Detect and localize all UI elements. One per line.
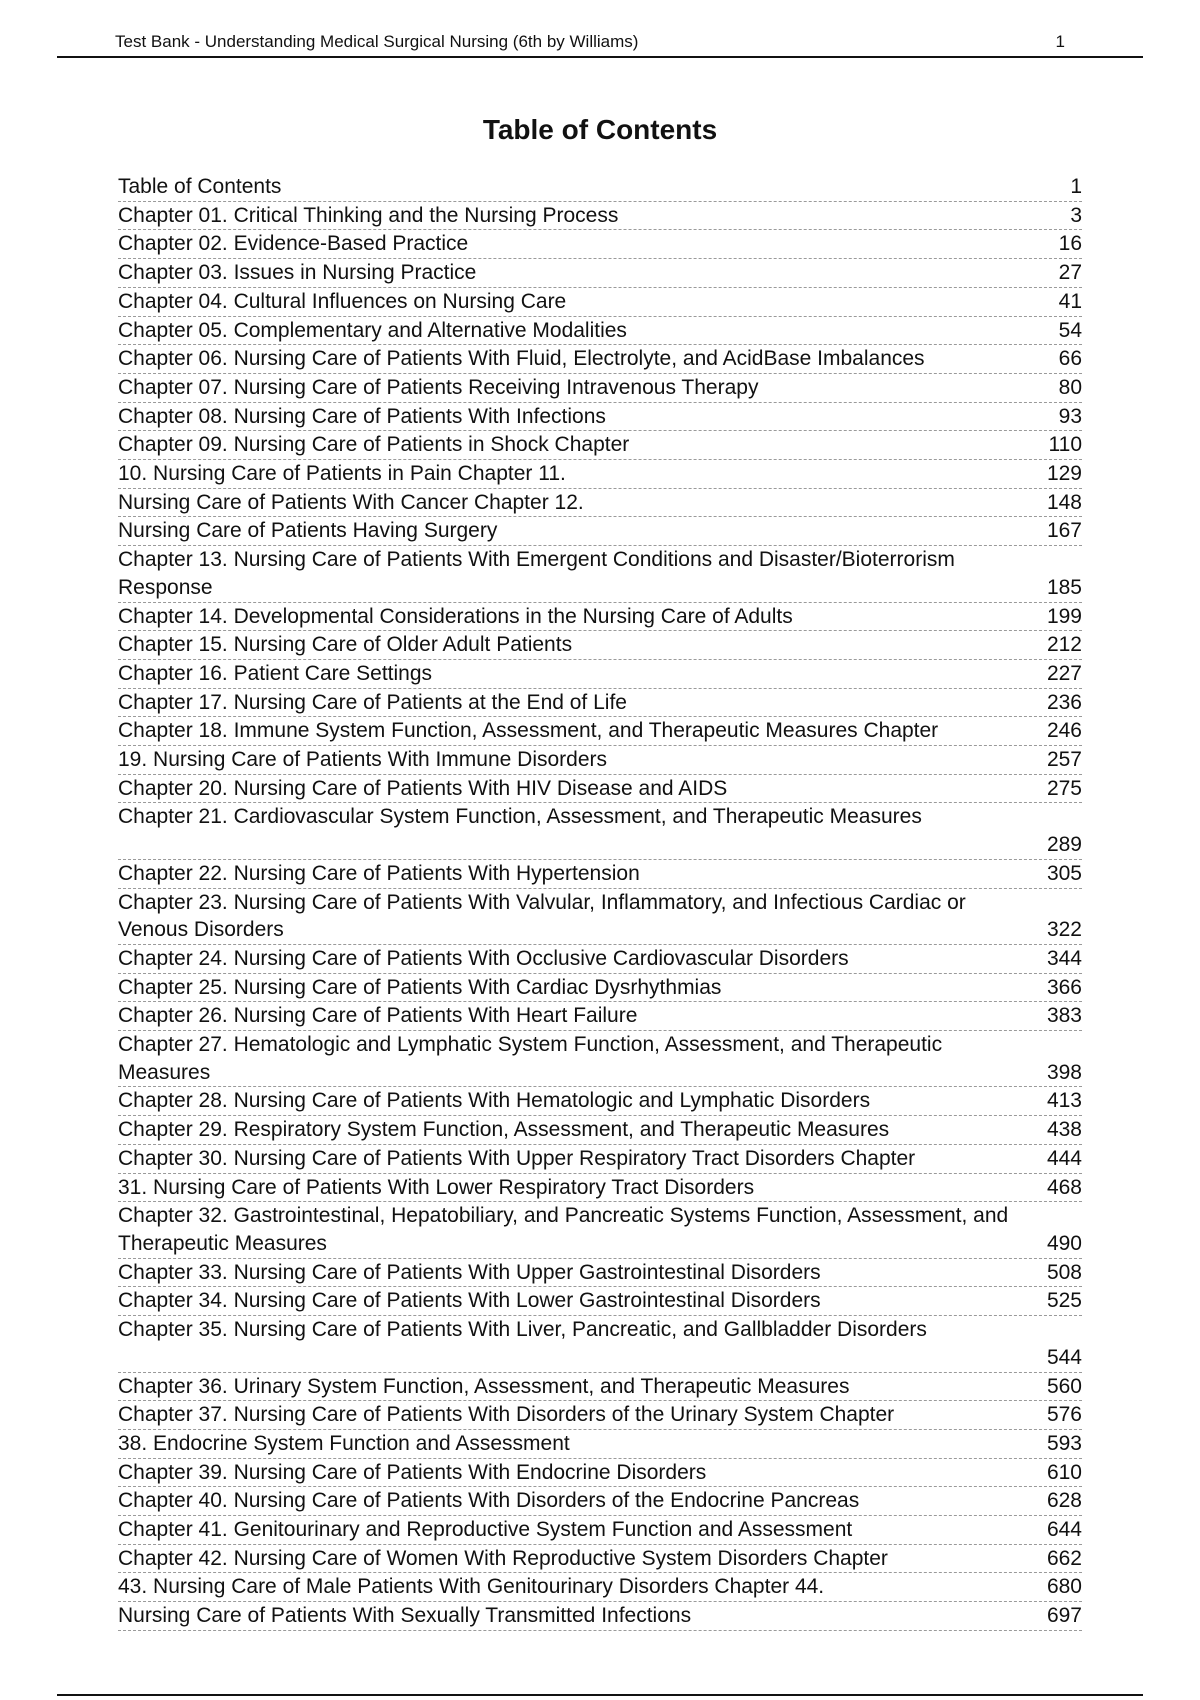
toc-entry-page: 199 [1046, 604, 1082, 628]
toc-entry-title: Chapter 34. Nursing Care of Patients With Lower Gastrointestinal Disorders [118, 1289, 821, 1313]
toc-entry-title: Chapter 40. Nursing Care of Patients With Disorders of the Endocrine Pancreas [118, 1489, 860, 1513]
toc-entry-page: 246 [1046, 719, 1082, 743]
toc-entry-title: Chapter 33. Nursing Care of Patients With Upper Gastrointestinal Disorders [118, 1260, 821, 1284]
toc-entry[interactable] [118, 1031, 1082, 1087]
toc-entry-page: 80 [1058, 375, 1082, 399]
toc-entry[interactable] [118, 603, 1082, 632]
toc-entry[interactable] [118, 517, 1082, 546]
toc-entry-page: 413 [1046, 1089, 1082, 1113]
toc-entry-page: 41 [1058, 289, 1082, 313]
toc-entry-title: Chapter 17. Nursing Care of Patients at the End of Life [118, 690, 627, 714]
toc-entry-title: Chapter 14. Developmental Considerations in the Nursing Care of Adults [118, 604, 793, 628]
toc-entry-title: Chapter 39. Nursing Care of Patients With Endocrine Disorders [118, 1460, 707, 1484]
toc-entry[interactable] [118, 775, 1082, 804]
toc-entry[interactable] [118, 403, 1082, 432]
toc-entry-title: Chapter 18. Immune System Function, Assessment, and Therapeutic Measures Chapter [118, 719, 939, 743]
toc-entry[interactable] [118, 1430, 1082, 1459]
toc-entry[interactable] [118, 546, 1082, 602]
toc-entry-title: Chapter 20. Nursing Care of Patients With HIV Disease and AIDS [118, 776, 728, 800]
toc-entry[interactable] [118, 1116, 1082, 1145]
toc-entry-page: 289 [1046, 833, 1082, 857]
toc-entry-title: Nursing Care of Patients With Sexually Transmitted Infections [118, 1604, 692, 1628]
toc-entry[interactable] [118, 1202, 1082, 1258]
toc-entry[interactable] [118, 1373, 1082, 1402]
toc-entry-title: Chapter 35. Nursing Care of Patients With Liver, Pancreatic, and Gallbladder Disorders [118, 1318, 927, 1342]
toc-entry-page: 680 [1046, 1575, 1082, 1599]
toc-entry-title: Chapter 13. Nursing Care of Patients With Emergent Conditions and Disaster/Bioterrorism Response [118, 548, 955, 599]
toc-entry[interactable] [118, 173, 1082, 202]
table-of-contents [118, 173, 1082, 1631]
toc-entry[interactable] [118, 1174, 1082, 1203]
toc-entry-title: Chapter 08. Nursing Care of Patients With Infections [118, 404, 606, 428]
toc-entry-title: Table of Contents [118, 175, 282, 198]
toc-entry[interactable] [118, 717, 1082, 746]
toc-entry-page: 490 [1046, 1232, 1082, 1255]
toc-entry[interactable] [118, 345, 1082, 374]
toc-entry-page: 227 [1046, 661, 1082, 685]
toc-entry[interactable] [118, 1145, 1082, 1174]
footer-rule [57, 1694, 1143, 1696]
toc-entry[interactable] [118, 974, 1082, 1003]
toc-entry-page: 3 [1070, 203, 1082, 227]
toc-entry-page: 525 [1046, 1289, 1082, 1313]
toc-entry[interactable] [118, 202, 1082, 231]
toc-entry[interactable] [118, 374, 1082, 403]
toc-entry[interactable] [118, 1545, 1082, 1574]
toc-entry-title: Chapter 27. Hematologic and Lymphatic System Function, Assessment, and Therapeutic Measures [118, 1033, 943, 1084]
toc-entry-page: 383 [1046, 1004, 1082, 1028]
toc-entry-title: 31. Nursing Care of Patients With Lower Respiratory Tract Disorders [118, 1175, 755, 1199]
toc-entry-title: 38. Endocrine System Function and Assessment [118, 1431, 570, 1455]
toc-entry-page: 305 [1046, 861, 1082, 885]
toc-entry-title: Chapter 05. Complementary and Alternative Modalities [118, 318, 627, 342]
toc-entry-page: 257 [1046, 748, 1082, 772]
running-header-page-number: 1 [1055, 32, 1065, 51]
toc-entry-title: Chapter 02. Evidence-Based Practice [118, 232, 469, 256]
toc-entry-page: 167 [1046, 519, 1082, 543]
toc-entry-title: Chapter 42. Nursing Care of Women With Reproductive System Disorders Chapter [118, 1546, 888, 1570]
toc-entry[interactable] [118, 860, 1082, 889]
page-title: Table of Contents [482, 114, 718, 145]
toc-entry-title: Chapter 24. Nursing Care of Patients With Occlusive Cardiovascular Disorders [118, 946, 849, 970]
toc-entry-page: 93 [1058, 404, 1082, 428]
toc-entry-title: Chapter 22. Nursing Care of Patients With Hypertension [118, 861, 640, 885]
toc-entry-title: Chapter 09. Nursing Care of Patients in Shock Chapter [118, 433, 630, 457]
toc-entry-title: 19. Nursing Care of Patients With Immune Disorders [118, 748, 608, 772]
toc-entry-page: 628 [1046, 1489, 1082, 1513]
toc-entry-page: 366 [1046, 975, 1082, 999]
toc-entry-title: 10. Nursing Care of Patients in Pain Chapter 11. [118, 462, 566, 486]
toc-entry-page: 544 [1046, 1345, 1082, 1369]
toc-entry-page: 344 [1046, 946, 1082, 970]
toc-entry[interactable] [118, 230, 1082, 259]
toc-entry-title: Chapter 36. Urinary System Function, Assessment, and Therapeutic Measures [118, 1374, 850, 1398]
toc-entry[interactable] [118, 945, 1082, 974]
toc-entry-title: Chapter 37. Nursing Care of Patients With Disorders of the Urinary System Chapter [118, 1403, 895, 1427]
toc-entry-title: Chapter 01. Critical Thinking and the Nursing Process [118, 203, 619, 227]
toc-entry-page: 508 [1046, 1260, 1082, 1284]
toc-entry[interactable] [118, 489, 1082, 518]
running-header-title: Test Bank - Understanding Medical Surgical Nursing (6th by Williams) [115, 32, 639, 51]
toc-entry-title: Chapter 25. Nursing Care of Patients With Cardiac Dysrhythmias [118, 975, 722, 999]
toc-entry[interactable] [118, 1287, 1082, 1316]
toc-entry[interactable] [118, 689, 1082, 718]
toc-entry[interactable] [118, 1002, 1082, 1031]
toc-entry-page: 16 [1058, 232, 1082, 256]
toc-entry-page: 212 [1046, 633, 1082, 657]
toc-entry[interactable] [118, 1487, 1082, 1516]
toc-entry-title: Chapter 41. Genitourinary and Reproductive System Function and Assessment [118, 1518, 853, 1542]
toc-entry-page: 1 [1070, 175, 1082, 198]
toc-entry[interactable] [118, 889, 1082, 945]
toc-entry[interactable] [118, 660, 1082, 689]
toc-entry-page: 27 [1058, 261, 1082, 285]
toc-entry-title: Chapter 04. Cultural Influences on Nursing Care [118, 289, 567, 313]
toc-entry-page: 236 [1046, 690, 1082, 714]
toc-entry-page: 438 [1046, 1118, 1082, 1142]
toc-entry-page: 322 [1046, 918, 1082, 942]
toc-entry-title: Chapter 29. Respiratory System Function, Assessment, and Therapeutic Measures [118, 1118, 890, 1142]
toc-entry-title: Chapter 23. Nursing Care of Patients With Valvular, Inflammatory, and Infectious Cardiac or Venous Disorders [118, 890, 966, 942]
toc-entry[interactable] [118, 1401, 1082, 1430]
toc-entry-title: Chapter 21. Cardiovascular System Function, Assessment, and Therapeutic Measures [118, 805, 922, 829]
toc-entry-page: 54 [1058, 318, 1082, 342]
toc-entry[interactable] [118, 1516, 1082, 1545]
toc-entry-page: 644 [1046, 1518, 1082, 1542]
toc-entry-page: 593 [1046, 1431, 1082, 1455]
toc-entry-page: 185 [1046, 575, 1082, 599]
toc-entry-title: Nursing Care of Patients Having Surgery [118, 519, 498, 543]
toc-entry-page: 398 [1046, 1060, 1082, 1084]
toc-entry-page: 560 [1046, 1374, 1082, 1398]
toc-entry[interactable] [118, 1259, 1082, 1288]
toc-entry[interactable] [118, 746, 1082, 775]
toc-entry[interactable] [118, 1573, 1082, 1602]
toc-entry-title: Chapter 16. Patient Care Settings [118, 661, 433, 685]
toc-entry[interactable] [118, 317, 1082, 346]
toc-entry-title: Chapter 26. Nursing Care of Patients With Heart Failure [118, 1004, 638, 1028]
running-header [57, 30, 1143, 58]
toc-entry-page: 468 [1046, 1175, 1082, 1199]
toc-entry-page: 275 [1046, 776, 1082, 800]
toc-entry[interactable] [118, 288, 1082, 317]
toc-entry-page: 576 [1046, 1403, 1082, 1427]
toc-entry[interactable] [118, 431, 1082, 460]
toc-entry[interactable] [118, 259, 1082, 288]
toc-entry-title: Chapter 15. Nursing Care of Older Adult Patients [118, 633, 573, 657]
toc-entry-title: Chapter 03. Issues in Nursing Practice [118, 261, 477, 285]
toc-entry[interactable] [118, 1316, 1082, 1372]
toc-entry[interactable] [118, 631, 1082, 660]
toc-entry-page: 610 [1046, 1460, 1082, 1484]
toc-entry-title: Chapter 28. Nursing Care of Patients With Hematologic and Lymphatic Disorders [118, 1089, 871, 1113]
toc-entry-title: Chapter 32. Gastrointestinal, Hepatobiliary, and Pancreatic Systems Function, Assessment, and Therapeutic Measures [118, 1204, 1009, 1255]
toc-entry[interactable] [118, 460, 1082, 489]
toc-entry[interactable] [118, 1602, 1082, 1631]
toc-entry-page: 444 [1046, 1146, 1082, 1170]
toc-entry-title: 43. Nursing Care of Male Patients With Genitourinary Disorders Chapter 44. [118, 1575, 825, 1599]
toc-entry[interactable] [118, 1087, 1082, 1116]
toc-entry-page: 110 [1048, 433, 1082, 457]
toc-entry-page: 148 [1046, 490, 1082, 514]
toc-entry[interactable] [118, 1459, 1082, 1488]
toc-entry-title: Chapter 06. Nursing Care of Patients With Fluid, Electrolyte, and AcidBase Imbalances [118, 347, 925, 371]
toc-entry-page: 662 [1046, 1546, 1082, 1570]
toc-entry-title: Chapter 30. Nursing Care of Patients With Upper Respiratory Tract Disorders Chapter [118, 1146, 916, 1170]
toc-entry-page: 697 [1046, 1604, 1082, 1628]
toc-entry[interactable] [118, 803, 1082, 859]
toc-entry-title: Chapter 07. Nursing Care of Patients Receiving Intravenous Therapy [118, 375, 759, 399]
toc-entry-page: 66 [1058, 347, 1082, 371]
toc-entry-title: Nursing Care of Patients With Cancer Chapter 12. [118, 490, 584, 514]
toc-entry-page: 129 [1046, 462, 1082, 486]
